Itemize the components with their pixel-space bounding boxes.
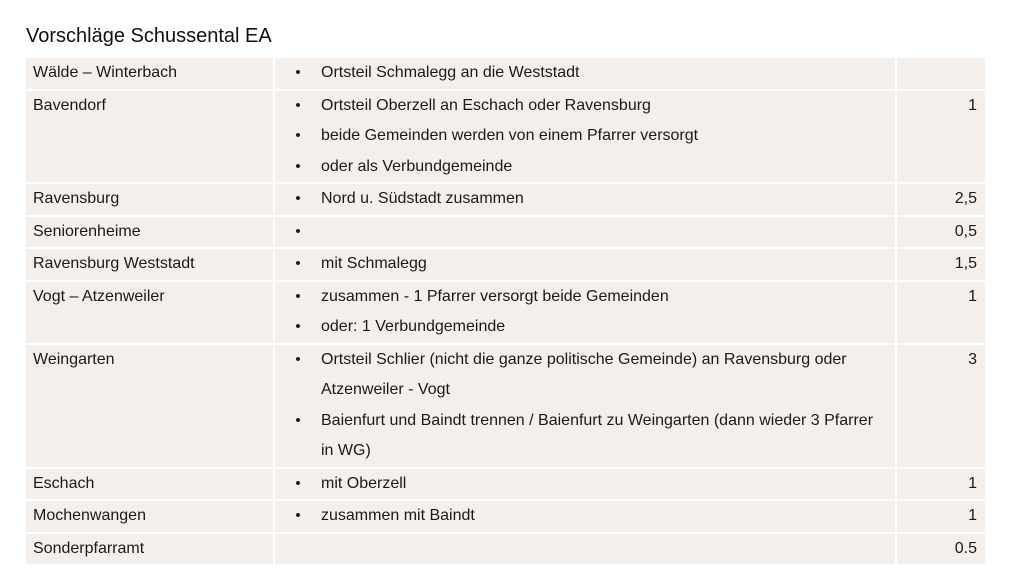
- table-row: [26, 469, 987, 502]
- cell-value: 1,5: [897, 249, 987, 282]
- cell-community: Vogt – Atzenweiler: [26, 282, 275, 345]
- list-item: [275, 152, 895, 183]
- cell-community: Sonderpfarramt: [26, 534, 275, 567]
- proposal-text: Ortsteil Schmalegg an die Weststadt: [321, 64, 580, 81]
- cell-community: Bavendorf: [26, 91, 275, 185]
- list-item: [275, 217, 895, 248]
- proposal-text: Nord u. Südstadt zusammen: [321, 190, 524, 207]
- list-item: [275, 312, 895, 343]
- slide-title: Vorschläge Schussental EA: [26, 25, 272, 47]
- cell-value: 2,5: [897, 184, 987, 217]
- proposal-text: mit Oberzell: [321, 474, 407, 492]
- cell-proposals: [275, 184, 897, 217]
- table-row: [26, 217, 987, 250]
- proposal-text: mit Schmalegg: [321, 255, 427, 272]
- cell-proposals: [275, 345, 897, 469]
- cell-proposals: [275, 469, 897, 502]
- cell-value: 0.5: [897, 534, 987, 567]
- cell-proposals: [275, 217, 897, 250]
- list-item: [275, 121, 895, 152]
- cell-proposals: [275, 249, 897, 282]
- proposals-table: [26, 58, 987, 566]
- list-item: [275, 282, 895, 313]
- table-row: [26, 91, 987, 185]
- cell-community: Eschach: [26, 469, 275, 502]
- bullet-icon: •: [295, 350, 301, 368]
- list-item: [275, 469, 895, 500]
- cell-value: 1: [897, 282, 987, 345]
- cell-value: 1: [897, 501, 987, 534]
- proposal-text: Ortsteil Oberzell an Eschach oder Ravensburg: [321, 96, 651, 114]
- cell-value: [897, 58, 987, 91]
- list-item: [275, 184, 895, 215]
- bullet-icon: •: [295, 190, 301, 207]
- cell-community: Weingarten: [26, 345, 275, 469]
- table-row: [26, 58, 987, 91]
- bullet-icon: •: [295, 64, 301, 81]
- cell-proposals: [275, 501, 897, 534]
- bullet-icon: •: [295, 411, 301, 429]
- proposal-text: oder als Verbundgemeinde: [321, 157, 513, 175]
- bullet-icon: •: [295, 507, 301, 524]
- cell-community: Seniorenheime: [26, 217, 275, 250]
- cell-community: Ravensburg: [26, 184, 275, 217]
- table-row: [26, 249, 987, 282]
- table-row: [26, 501, 987, 534]
- cell-value: 0,5: [897, 217, 987, 250]
- proposal-text: beide Gemeinden werden von einem Pfarrer versorgt: [321, 127, 699, 144]
- cell-proposals: [275, 534, 897, 567]
- bullet-icon: •: [295, 222, 301, 240]
- cell-value: 1: [897, 91, 987, 185]
- bullet-icon: •: [295, 255, 301, 272]
- list-item: [275, 501, 895, 532]
- cell-proposals: [275, 58, 897, 91]
- cell-community: Wälde – Winterbach: [26, 58, 275, 91]
- bullet-icon: •: [295, 318, 301, 335]
- cell-value: 1: [897, 469, 987, 502]
- list-item: [275, 58, 895, 89]
- table-row: [26, 184, 987, 217]
- list-item: [275, 406, 895, 467]
- proposal-text: Ortsteil Schlier (nicht die ganze politische Gemeinde) an Ravensburg oder Atzenweiler - Vogt: [321, 350, 847, 398]
- proposal-text: zusammen mit Baindt: [321, 507, 475, 524]
- proposal-text: zusammen - 1 Pfarrer versorgt beide Gemeinden: [321, 287, 669, 305]
- cell-community: Ravensburg Weststadt: [26, 249, 275, 282]
- bullet-icon: •: [295, 287, 301, 305]
- table-row: [26, 282, 987, 345]
- proposal-text: Baienfurt und Baindt trennen / Baienfurt zu Weingarten (dann wieder 3 Pfarrer in WG): [321, 411, 874, 459]
- bullet-icon: •: [295, 474, 301, 492]
- table-row: [26, 345, 987, 469]
- bullet-icon: •: [295, 157, 301, 175]
- table-row: [26, 534, 987, 567]
- list-item: [275, 249, 895, 280]
- bullet-icon: •: [295, 96, 301, 114]
- proposal-text: oder: 1 Verbundgemeinde: [321, 318, 506, 335]
- cell-community: Mochenwangen: [26, 501, 275, 534]
- bullet-icon: •: [295, 127, 301, 144]
- list-item: [275, 91, 895, 122]
- list-item: [275, 345, 895, 406]
- cell-value: 3: [897, 345, 987, 469]
- cell-proposals: [275, 282, 897, 345]
- cell-proposals: [275, 91, 897, 185]
